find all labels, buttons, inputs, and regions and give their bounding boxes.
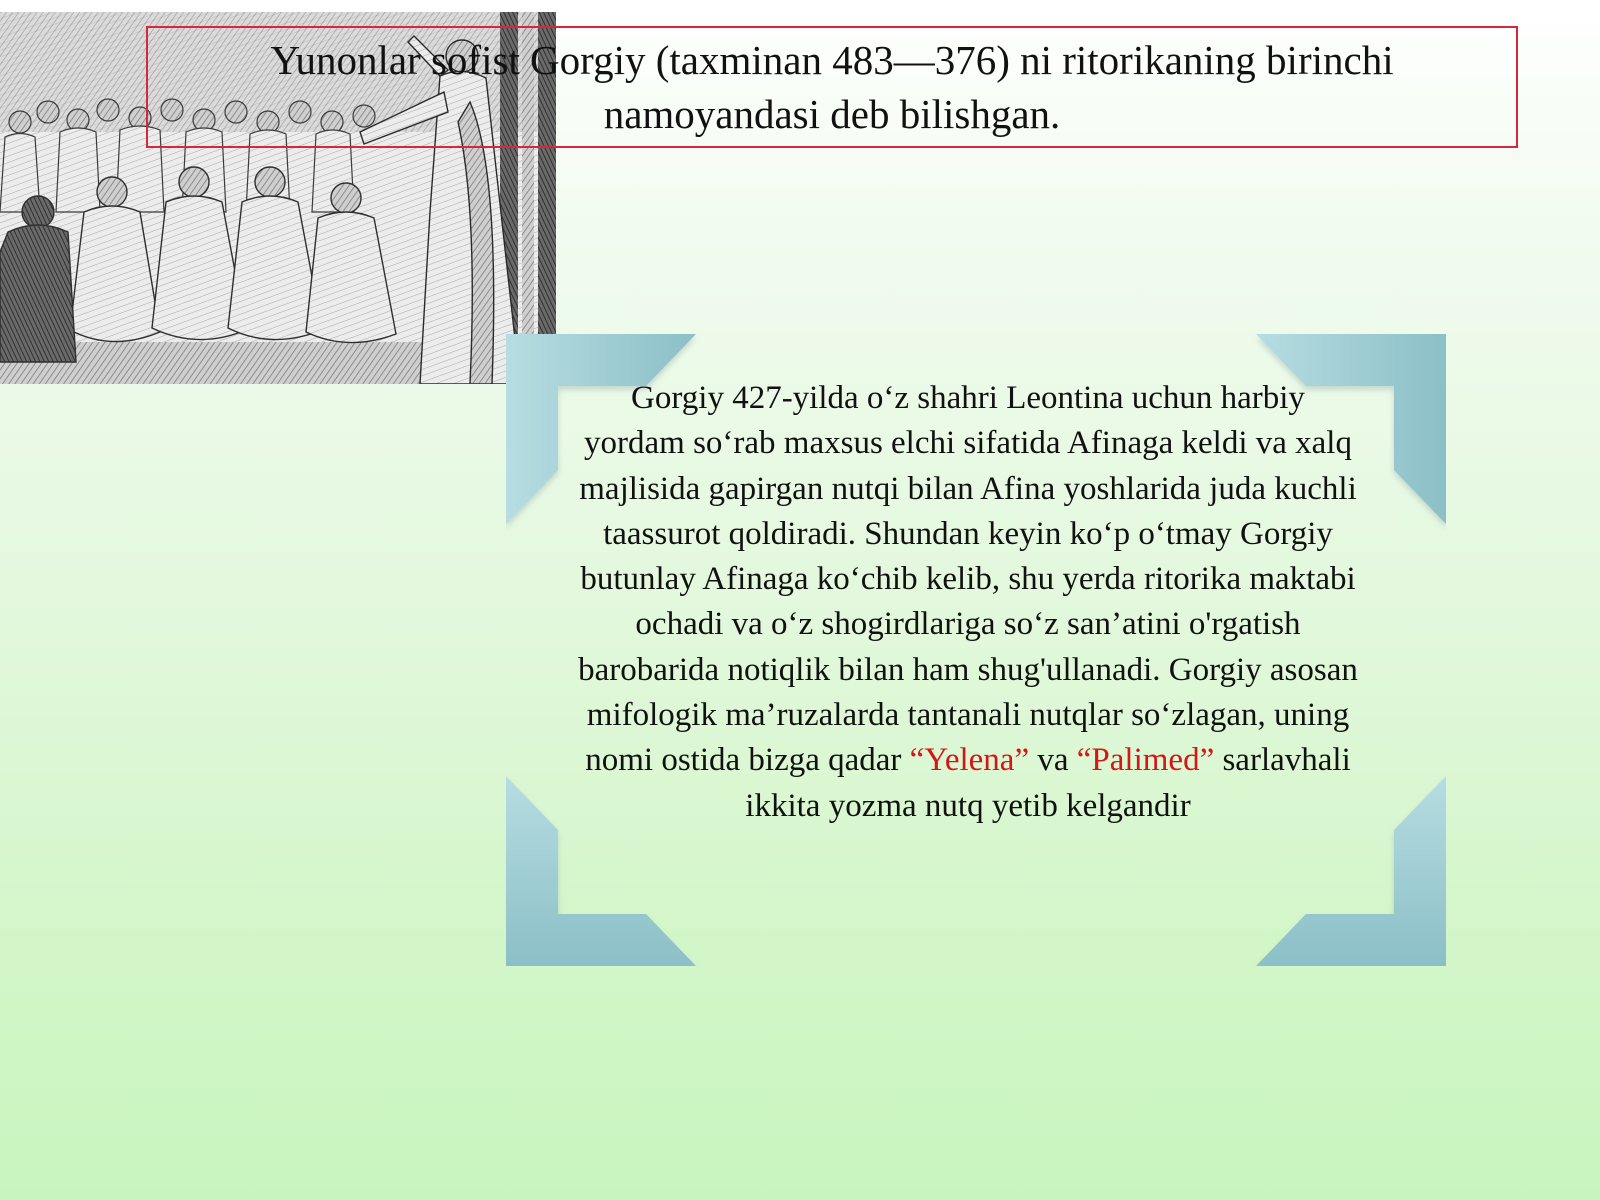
- work-title-yelena: “Yelena”: [909, 742, 1030, 779]
- title-box: [146, 26, 1518, 148]
- slide-title: Yunonlar sofist Gorgiy (taxminan 483—376) ni ritorikaning birinchi namoyandasi deb bilishgan.: [270, 37, 1394, 137]
- work-title-palimed: “Palimed”: [1076, 742, 1215, 779]
- body-paragraph: [578, 376, 1358, 829]
- body-intro: Gorgiy 427-yilda o‘z shahri Leontina uchun harbiy yordam so‘rab maxsus elchi sifatida Afinaga keldi va xalq majlisida gapirgan nutqi bilan Afina yoshlarida juda kuchli taassurot qoldiradi. Shundan keyin ko‘p o‘tmay Gorgiy butunlay Afinaga ko‘chib kelib, shu yerda ritorika maktabi ochadi va o‘z shogirdlariga so‘z san’atini o'rgatish barobarida notiqlik bilan ham shug'ullanadi. Gorgiy asosan mifologik ma’ruzalarda tantanali nutqlar so‘zlagan, uning nomi ostida bizga qadar: [578, 380, 1358, 779]
- body-connector: va: [1029, 742, 1077, 779]
- body-outro: sarlavhali ikkita yozma nutq yetib kelgandir: [745, 742, 1351, 824]
